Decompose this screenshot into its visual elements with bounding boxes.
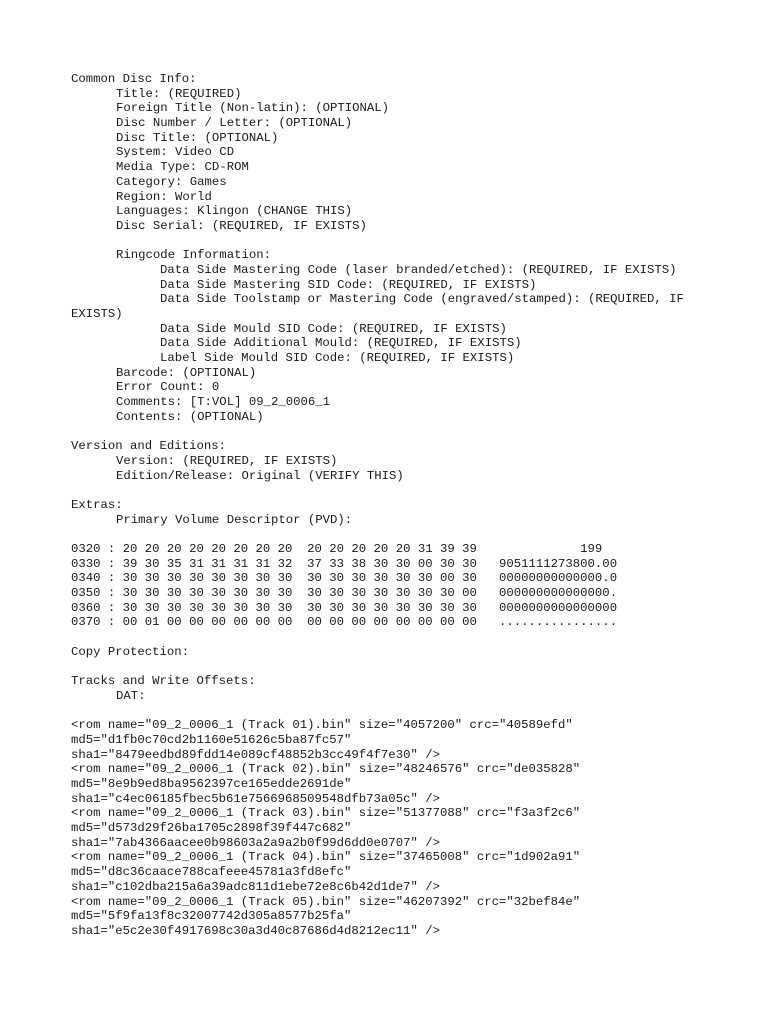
spacer: [71, 630, 731, 645]
dat-line: sha1="c4ec06185fbec5b61e7566968509548dfb73a05c" />: [71, 791, 440, 806]
spacer: [71, 527, 731, 542]
barcode-field: Barcode: (OPTIONAL): [116, 365, 257, 380]
pvd-row: 0320 : 20 20 20 20 20 20 20 20 20 20 20 20 20 31 39 39 199: [71, 542, 603, 556]
tracks-heading: Tracks and Write Offsets:: [71, 674, 256, 689]
disc-title-field: Disc Title: (OPTIONAL): [116, 130, 279, 145]
dat-line: <rom name="09_2_0006_1 (Track 01).bin" size="4057200" crc="40589efd": [71, 718, 573, 733]
dat-line: <rom name="09_2_0006_1 (Track 03).bin" size="51377088" crc="f3a3f2c6": [71, 806, 581, 821]
dat-line: <rom name="09_2_0006_1 (Track 05).bin" size="46207392" crc="32bef84e": [71, 894, 581, 909]
version-field: Version: (REQUIRED, IF EXISTS): [116, 453, 338, 468]
pvd-row: 0370 : 00 01 00 00 00 00 00 00 00 00 00 00 00 00 00 00 ................: [71, 615, 618, 630]
common-disc-info-heading: Common Disc Info:: [71, 72, 197, 86]
pvd-row: 0350 : 30 30 30 30 30 30 30 30 30 30 30 30 30 30 30 00 000000000000000.: [71, 586, 618, 601]
error-count-field: Error Count: 0: [116, 380, 220, 395]
pvd-hex-dump: [71, 542, 731, 630]
ringcode-toolstamp: Data Side Toolstamp or Mastering Code (engraved/stamped): (REQUIRED, IF: [160, 292, 684, 307]
ringcode-toolstamp-wrap: EXISTS): [71, 307, 123, 321]
spacer: [71, 425, 731, 440]
dat-line: sha1="c102dba215a6a39adc811d1ebe72e8c6b42d1de7" />: [71, 879, 440, 894]
contents-field: Contents: (OPTIONAL): [116, 409, 264, 424]
title-field: Title: (REQUIRED): [116, 86, 242, 101]
pvd-label: Primary Volume Descriptor (PVD):: [116, 512, 353, 527]
ringcode-mastering-sid: Data Side Mastering SID Code: (REQUIRED, IF EXISTS): [160, 277, 537, 292]
dat-line: <rom name="09_2_0006_1 (Track 04).bin" size="37465008" crc="1d902a91": [71, 850, 581, 865]
document-page: [71, 72, 731, 939]
disc-number-field: Disc Number / Letter: (OPTIONAL): [116, 116, 353, 131]
languages-field: Languages: Klingon (CHANGE THIS): [116, 204, 353, 219]
ringcode-heading: Ringcode Information:: [116, 248, 271, 263]
foreign-title-field: Foreign Title (Non-latin): (OPTIONAL): [116, 101, 390, 116]
extras-heading: Extras:: [71, 497, 123, 512]
pvd-row: 0330 : 39 30 35 31 31 31 31 32 37 33 38 30 30 00 30 30 9051111273800.00: [71, 556, 618, 571]
category-field: Category: Games: [116, 174, 227, 189]
dat-line: sha1="8479eedbd89fdd14e089cf48852b3cc49f4f7e30" />: [71, 747, 440, 762]
version-heading: Version and Editions:: [71, 439, 226, 454]
media-type-field: Media Type: CD-ROM: [116, 160, 249, 175]
disc-serial-field: Disc Serial: (REQUIRED, IF EXISTS): [116, 218, 367, 233]
dat-line: sha1="e5c2e30f4917698c30a3d40c87686d4d8212ec11" />: [71, 923, 440, 938]
comments-field: Comments: [T:VOL] 09_2_0006_1: [116, 395, 331, 410]
dat-line: <rom name="09_2_0006_1 (Track 02).bin" size="48246576" crc="de035828": [71, 762, 581, 777]
spacer: [71, 660, 731, 675]
dat-line: md5="d8c36caace788cafeee45781a3fd8efc": [71, 865, 352, 880]
region-field: Region: World: [116, 189, 212, 204]
ringcode-label-mould-sid: Label Side Mould SID Code: (REQUIRED, IF EXISTS): [160, 351, 515, 366]
ringcode-additional-mould: Data Side Additional Mould: (REQUIRED, IF EXISTS): [160, 336, 522, 351]
dat-block: [71, 718, 731, 938]
pvd-row: 0340 : 30 30 30 30 30 30 30 30 30 30 30 30 30 30 00 30 00000000000000.0: [71, 571, 618, 586]
spacer: [71, 234, 731, 249]
spacer: [71, 483, 731, 498]
copy-protection-heading: Copy Protection:: [71, 644, 190, 659]
system-field: System: Video CD: [116, 145, 235, 160]
dat-line: md5="d1fb0c70cd2b1160e51626c5ba87fc57": [71, 732, 352, 747]
dat-label: DAT:: [116, 688, 146, 703]
edition-field: Edition/Release: Original (VERIFY THIS): [116, 468, 404, 483]
spacer: [71, 704, 731, 719]
dat-line: md5="d573d29f26ba1705c2898f39f447c682": [71, 821, 352, 836]
dat-line: sha1="7ab4366aacee0b98603a2a9a2b0f99d6dd0e0707" />: [71, 835, 440, 850]
ringcode-mould-sid: Data Side Mould SID Code: (REQUIRED, IF EXISTS): [160, 321, 507, 336]
dat-line: md5="8e9b9ed8ba9562397ce165edde2691de": [71, 777, 352, 791]
pvd-row: 0360 : 30 30 30 30 30 30 30 30 30 30 30 30 30 30 30 30 0000000000000000: [71, 600, 618, 615]
ringcode-mastering-code: Data Side Mastering Code (laser branded/etched): (REQUIRED, IF EXISTS): [160, 262, 677, 277]
dat-line: md5="5f9fa13f8c32007742d305a8577b25fa": [71, 909, 352, 924]
